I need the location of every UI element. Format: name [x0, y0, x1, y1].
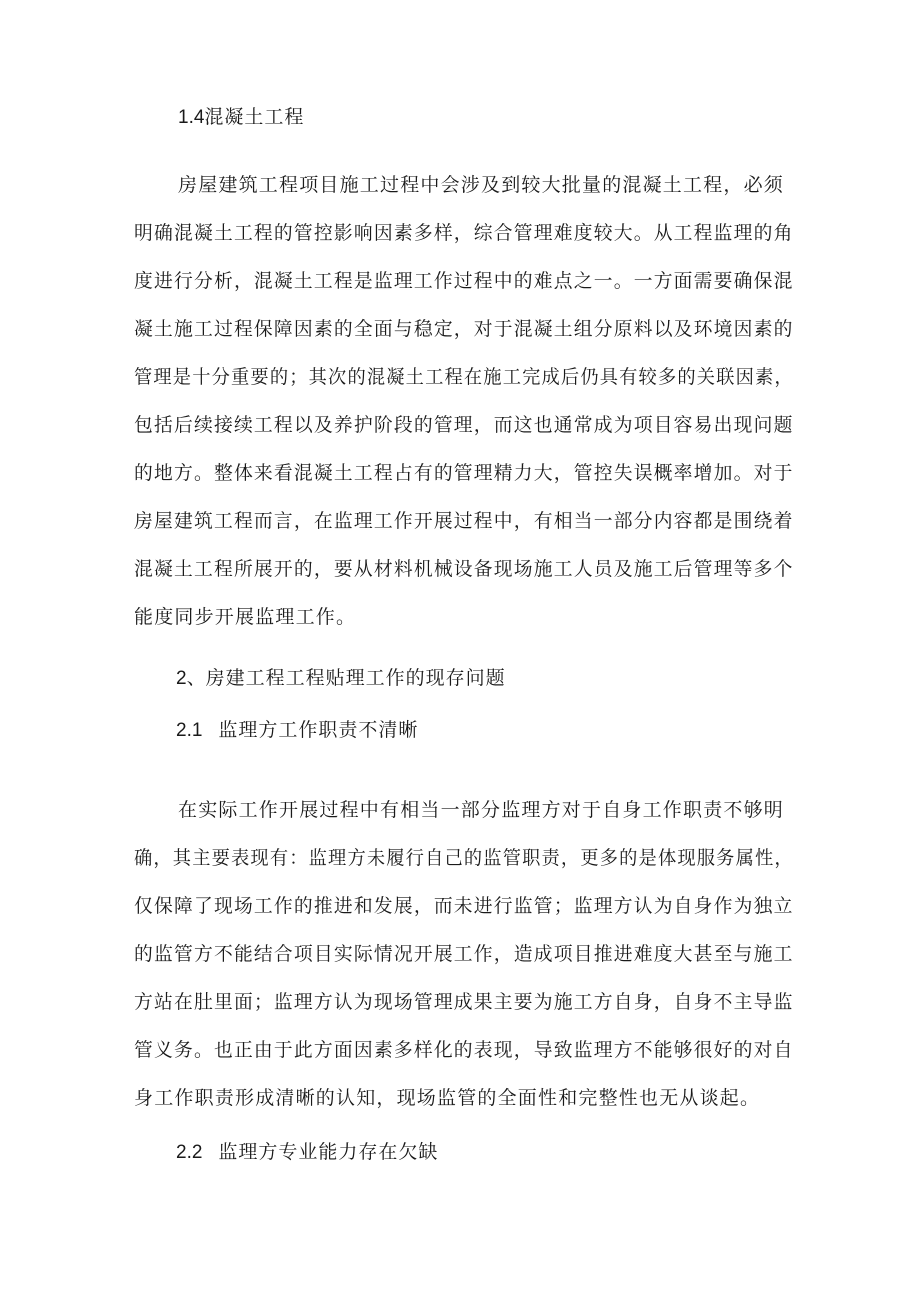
section-heading-2-2 — [176, 1137, 438, 1164]
paragraph-line: 包括后续接续工程以及养护阶段的管理，而这也通常成为项目容易出现问题 — [134, 414, 794, 436]
paragraph-line: 仅保障了现场工作的推进和发展，而未进行监管；监理方认为自身作为独立 — [134, 895, 794, 917]
paragraph-line: 在实际工作开展过程中有相当一部分监理方对于自身工作职责不够明 — [178, 799, 785, 821]
paragraph-line: 的监管方不能结合项目实际情况开展工作，造成项目推进难度大甚至与施工 — [134, 943, 794, 965]
paragraph-line: 管理是十分重要的；其次的混凝土工程在施工完成后仍具有较多的关联因素， — [134, 366, 794, 388]
paragraph-line: 房屋建筑工程项目施工过程中会涉及到较大批量的混凝土工程，必须 — [178, 174, 785, 196]
section-number: 2.1 — [176, 720, 203, 741]
section-heading-2-1 — [176, 715, 418, 742]
paragraph-line: 确，其主要表现有：监理方未履行自己的监管职责，更多的是体现服务属性， — [134, 847, 794, 869]
paragraph-line: 能度同步开展监理工作。 — [134, 606, 357, 628]
section-title: 监理方专业能力存在欠缺 — [218, 1141, 439, 1163]
paragraph-line: 度进行分析，混凝土工程是监理工作过程中的难点之一。一方面需要确保混 — [134, 270, 794, 292]
paragraph-line: 混凝土工程所展开的，要从材料机械设备现场施工人员及施工后管理等多个 — [134, 558, 794, 580]
section-number: 2、 — [176, 668, 206, 689]
section-title: 监理方工作职责不清晰 — [218, 719, 419, 741]
paragraph-line: 的地方。整体来看混凝土工程占有的管理精力大，管控失误概率增加。对于 — [134, 462, 794, 484]
paragraph-line: 身工作职责形成清晰的认知，现场监管的全面性和完整性也无从谈起。 — [134, 1087, 761, 1109]
section-number: 2.2 — [176, 1142, 203, 1163]
section-title: 混凝土工程 — [204, 106, 305, 128]
section-heading-1-4 — [178, 102, 304, 129]
paragraph-line: 房屋建筑工程而言，在监理工作开展过程中，有相当一部分内容都是围绕着 — [134, 510, 794, 532]
section-title: 房建工程工程贴理工作的现存问题 — [205, 667, 506, 689]
paragraph-line: 凝土施工过程保障因素的全面与稳定，对于混凝土组分原料以及环境因素的 — [134, 318, 794, 340]
section-number: 1.4 — [178, 107, 205, 128]
paragraph-line: 方站在肚里面；监理方认为现场管理成果主要为施工方自身，自身不主导监 — [134, 991, 794, 1013]
paragraph-line: 管义务。也正由于此方面因素多样化的表现，导致监理方不能够很好的对自 — [134, 1039, 794, 1061]
paragraph-line: 明确混凝土工程的管控影响因素多样，综合管理难度较大。从工程监理的角 — [134, 222, 794, 244]
section-heading-2 — [176, 663, 506, 690]
